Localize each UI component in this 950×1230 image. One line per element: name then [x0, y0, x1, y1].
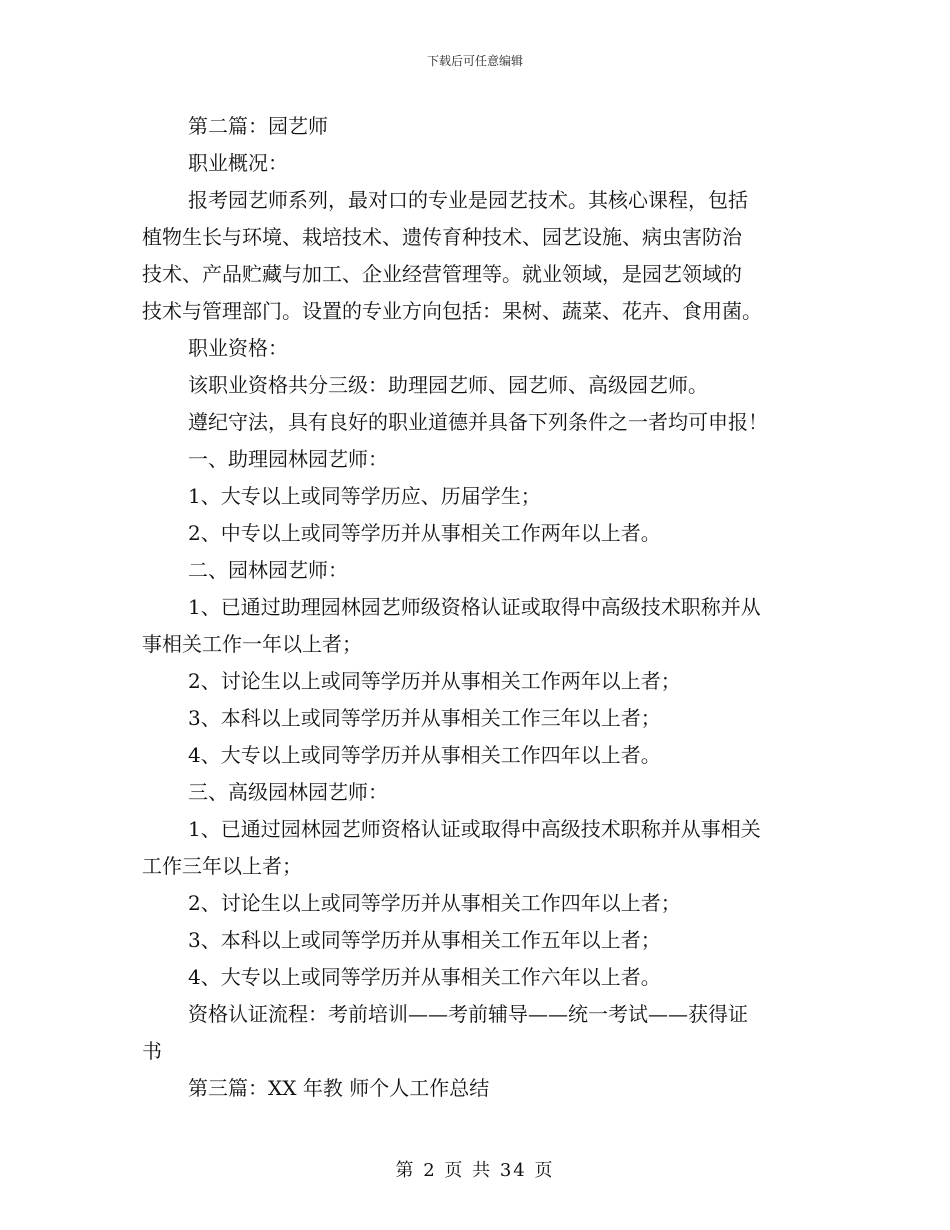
- subsection-heading: 二、园林园艺师：: [188, 558, 348, 582]
- paragraph-line: 植物生长与环境、栽培技术、遗传育种技术、园艺设施、病虫害防治: [142, 225, 742, 249]
- paragraph-line: 书: [142, 1039, 162, 1063]
- paragraph-line: 报考园艺师系列，最对口的专业是园艺技术。其核心课程，包括: [188, 188, 748, 212]
- section-title: 第三篇：XX 年教 师个人工作总结: [188, 1076, 490, 1100]
- list-item: 1、已通过助理园林园艺师级资格认证或取得中高级技术职称并从: [188, 595, 761, 619]
- list-item: 2、讨论生以上或同等学历并从事相关工作四年以上者；: [188, 891, 681, 915]
- paragraph-line: 遵纪守法，具有良好的职业道德并具备下列条件之一者均可申报！: [188, 410, 768, 434]
- list-item: 1、大专以上或同等学历应、历届学生；: [188, 484, 541, 508]
- list-item-continuation: 事相关工作一年以上者；: [142, 632, 362, 656]
- paragraph-line: 技术与管理部门。设置的专业方向包括：果树、蔬菜、花卉、食用菌。: [142, 299, 762, 323]
- list-item: 2、中专以上或同等学历并从事相关工作两年以上者。: [188, 521, 661, 545]
- paragraph-line: 该职业资格共分三级：助理园艺师、园艺师、高级园艺师。: [188, 373, 708, 397]
- paragraph-line: 职业概况：: [188, 151, 288, 175]
- list-item-continuation: 工作三年以上者；: [142, 854, 302, 878]
- section-title: 第二篇：园艺师: [188, 114, 328, 138]
- list-item: 4、大专以上或同等学历并从事相关工作六年以上者。: [188, 965, 661, 989]
- list-item: 1、已通过园林园艺师资格认证或取得中高级技术职称并从事相关: [188, 817, 761, 841]
- list-item: 4、大专以上或同等学历并从事相关工作四年以上者。: [188, 743, 661, 767]
- page-number-footer: 第 2 页 共 34 页: [395, 1160, 555, 1181]
- subsection-heading: 一、助理园林园艺师：: [188, 447, 388, 471]
- list-item: 2、讨论生以上或同等学历并从事相关工作两年以上者；: [188, 669, 681, 693]
- subsection-heading: 三、高级园林园艺师：: [188, 780, 388, 804]
- page-header: 下载后可任意编辑: [426, 54, 523, 68]
- list-item: 3、本科以上或同等学历并从事相关工作三年以上者；: [188, 706, 661, 730]
- list-item: 3、本科以上或同等学历并从事相关工作五年以上者；: [188, 928, 661, 952]
- document-body: [142, 108, 812, 1107]
- paragraph-line: 职业资格：: [188, 336, 288, 360]
- paragraph-line: 资格认证流程：考前培训——考前辅导——统一考试——获得证: [188, 1002, 748, 1026]
- paragraph-line: 技术、产品贮藏与加工、企业经营管理等。就业领域，是园艺领域的: [142, 262, 742, 286]
